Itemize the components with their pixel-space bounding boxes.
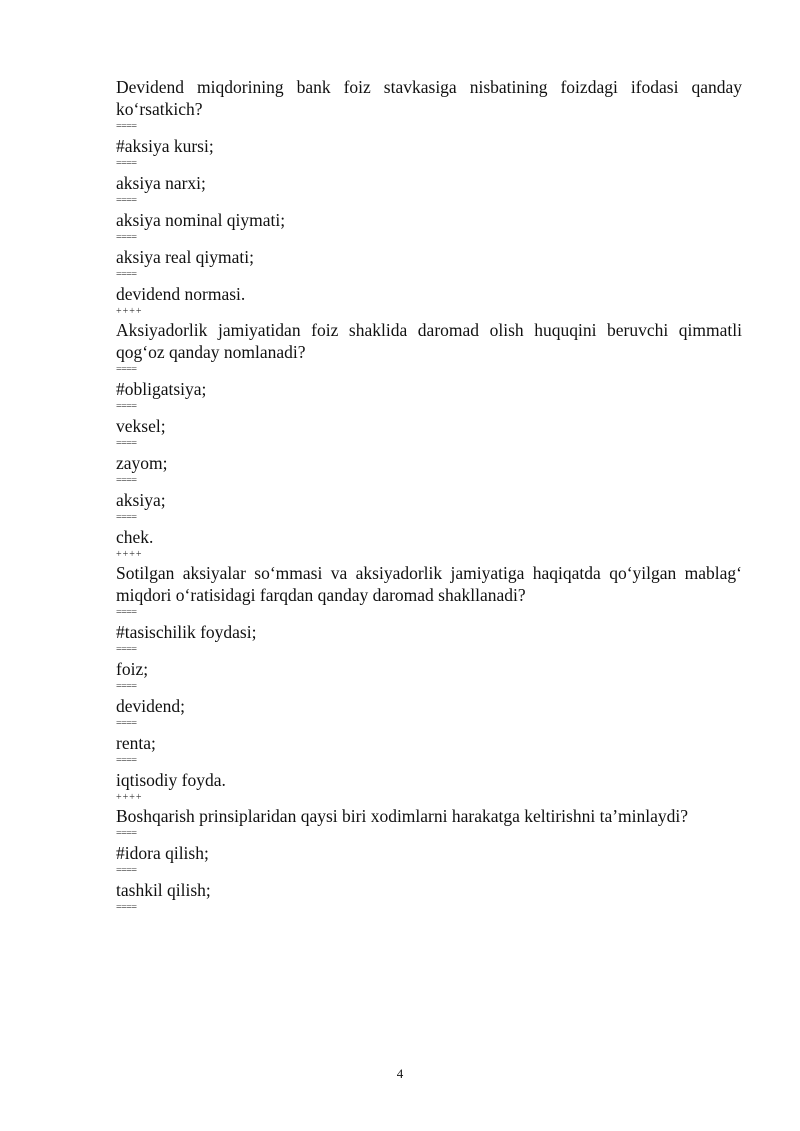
option-separator: ==== bbox=[116, 607, 137, 618]
option-separator: ==== bbox=[116, 475, 137, 486]
option-separator: ==== bbox=[116, 755, 137, 766]
answer-option: aksiya nominal qiymati; bbox=[116, 210, 286, 230]
answer-option: devidend normasi. bbox=[116, 284, 246, 304]
answer-option: renta; bbox=[116, 733, 156, 753]
option-separator: ==== bbox=[116, 902, 137, 913]
question-block bbox=[116, 319, 742, 561]
answer-option: #tasischilik foydasi; bbox=[116, 622, 257, 642]
option-separator: ==== bbox=[116, 644, 137, 655]
question-block bbox=[116, 76, 742, 318]
answer-option: #obligatsiya; bbox=[116, 379, 207, 399]
question-separator: ++++ bbox=[116, 306, 143, 317]
answer-option: zayom; bbox=[116, 453, 168, 473]
document-page bbox=[116, 76, 742, 916]
option-separator: ==== bbox=[116, 364, 137, 375]
option-separator: ==== bbox=[116, 401, 137, 412]
answer-option: devidend; bbox=[116, 696, 186, 716]
question-separator: ++++ bbox=[116, 792, 143, 803]
answer-option: chek. bbox=[116, 527, 154, 547]
option-separator: ==== bbox=[116, 232, 137, 243]
answer-option: veksel; bbox=[116, 416, 166, 436]
question-text: Aksiyadorlik jamiyatidan foiz shaklida daromad olish huquqini beruvchi qimmatli qog‘oz qanday nomlanadi? bbox=[116, 320, 742, 362]
question-separator: ++++ bbox=[116, 549, 143, 560]
question-text: Boshqarish prinsiplaridan qaysi biri xodimlarni harakatga keltirishni ta’minlaydi? bbox=[116, 806, 689, 826]
answer-option: tashkil qilish; bbox=[116, 880, 211, 900]
option-separator: ==== bbox=[116, 512, 137, 523]
question-block bbox=[116, 805, 742, 914]
answer-option: foiz; bbox=[116, 659, 149, 679]
answer-option: #aksiya kursi; bbox=[116, 136, 214, 156]
option-separator: ==== bbox=[116, 718, 137, 729]
page-number: 4 bbox=[396, 1066, 404, 1081]
question-text: Sotilgan aksiyalar so‘mmasi va aksiyadorlik jamiyatiga haqiqatda qo‘yilgan mablag‘ miqdori o‘ratisidagi farqdan qanday daromad shakllanadi? bbox=[116, 563, 742, 605]
option-separator: ==== bbox=[116, 828, 137, 839]
option-separator: ==== bbox=[116, 681, 137, 692]
answer-option: aksiya real qiymati; bbox=[116, 247, 255, 267]
question-block bbox=[116, 562, 742, 804]
option-separator: ==== bbox=[116, 121, 137, 132]
answer-option: #idora qilish; bbox=[116, 843, 209, 863]
option-separator: ==== bbox=[116, 438, 137, 449]
question-text: Devidend miqdorining bank foiz stavkasiga nisbatining foizdagi ifodasi qanday ko‘rsatkich? bbox=[116, 77, 742, 119]
answer-option: aksiya; bbox=[116, 490, 166, 510]
option-separator: ==== bbox=[116, 158, 137, 169]
option-separator: ==== bbox=[116, 195, 137, 206]
answer-option: iqtisodiy foyda. bbox=[116, 770, 226, 790]
option-separator: ==== bbox=[116, 865, 137, 876]
option-separator: ==== bbox=[116, 269, 137, 280]
answer-option: aksiya narxi; bbox=[116, 173, 206, 193]
